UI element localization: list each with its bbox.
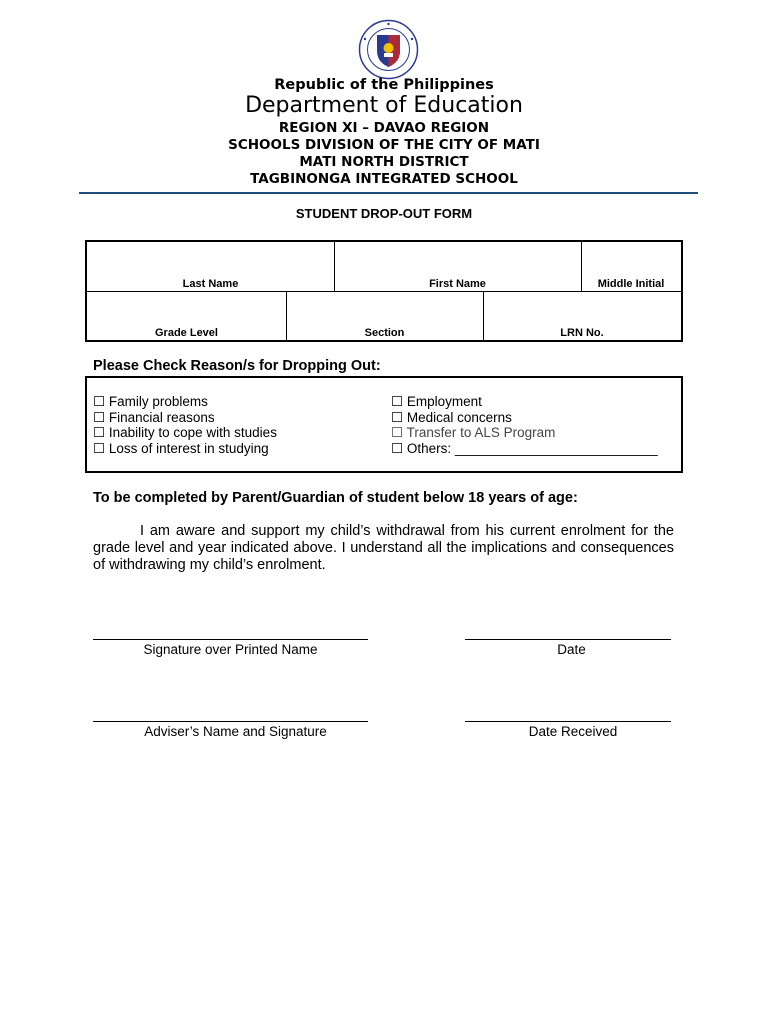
grade-level-field[interactable]: Grade Level	[155, 327, 218, 339]
reasons-left-column	[93, 394, 277, 456]
table-row-divider	[87, 291, 681, 292]
student-info-table	[85, 240, 683, 342]
header-school: TAGBINONGA INTEGRATED SCHOOL	[250, 171, 518, 187]
guardian-section-heading: To be completed by Parent/Guardian of student below 18 years of age:	[93, 490, 578, 506]
reason-employment-checkbox[interactable]: ☐ Employment	[391, 394, 482, 409]
header-region: REGION XI – DAVAO REGION	[278, 120, 490, 136]
guardian-statement: I am aware and support my child’s withdrawal from his current enrolment for the grade level and year indicated above. I understand all the implications and consequences of withdrawing my child’s enrolment.	[93, 523, 674, 573]
guardian-signature-label: Signature over Printed Name	[143, 642, 318, 657]
reason-others-checkbox[interactable]: ☐ Others: ___________________________	[391, 440, 658, 456]
adviser-signature-label: Adviser’s Name and Signature	[144, 724, 327, 739]
guardian-signature-line[interactable]	[93, 639, 368, 640]
reasons-heading: Please Check Reason/s for Dropping Out:	[93, 358, 381, 374]
reasons-checklist	[85, 376, 683, 473]
form-title: STUDENT DROP-OUT FORM	[295, 206, 473, 221]
first-name-field[interactable]: First Name	[429, 278, 486, 290]
header-divider	[79, 192, 698, 194]
section-field[interactable]: Section	[364, 327, 405, 339]
reason-cope-studies-checkbox[interactable]: ☐ Inability to cope with studies	[93, 425, 277, 440]
middle-initial-field[interactable]: Middle Initial	[597, 278, 665, 290]
date-received-label: Date Received	[528, 724, 618, 739]
reason-als-transfer-checkbox[interactable]: ☐ Transfer to ALS Program	[391, 425, 556, 440]
header-district: MATI NORTH DISTRICT	[299, 154, 469, 170]
lrn-field[interactable]: LRN No.	[560, 327, 604, 339]
reason-family-problems-checkbox[interactable]: ☐ Family problems	[93, 394, 208, 409]
guardian-date-line[interactable]	[465, 639, 671, 640]
reason-medical-checkbox[interactable]: ☐ Medical concerns	[391, 409, 512, 425]
reasons-right-column	[391, 394, 658, 456]
header-republic: Republic of the Philippines	[274, 77, 494, 93]
guardian-date-label: Date	[557, 642, 586, 657]
adviser-signature-line[interactable]	[93, 721, 368, 722]
header-department: Department of Education	[245, 93, 523, 118]
deped-seal-logo	[353, 19, 424, 80]
last-name-field[interactable]: Last Name	[182, 278, 239, 290]
date-received-line[interactable]	[465, 721, 671, 722]
reason-financial-checkbox[interactable]: ☐ Financial reasons	[93, 409, 215, 425]
header-division: SCHOOLS DIVISION OF THE CITY OF MATI	[228, 137, 540, 153]
reason-loss-interest-checkbox[interactable]: ☐ Loss of interest in studying	[93, 440, 269, 456]
